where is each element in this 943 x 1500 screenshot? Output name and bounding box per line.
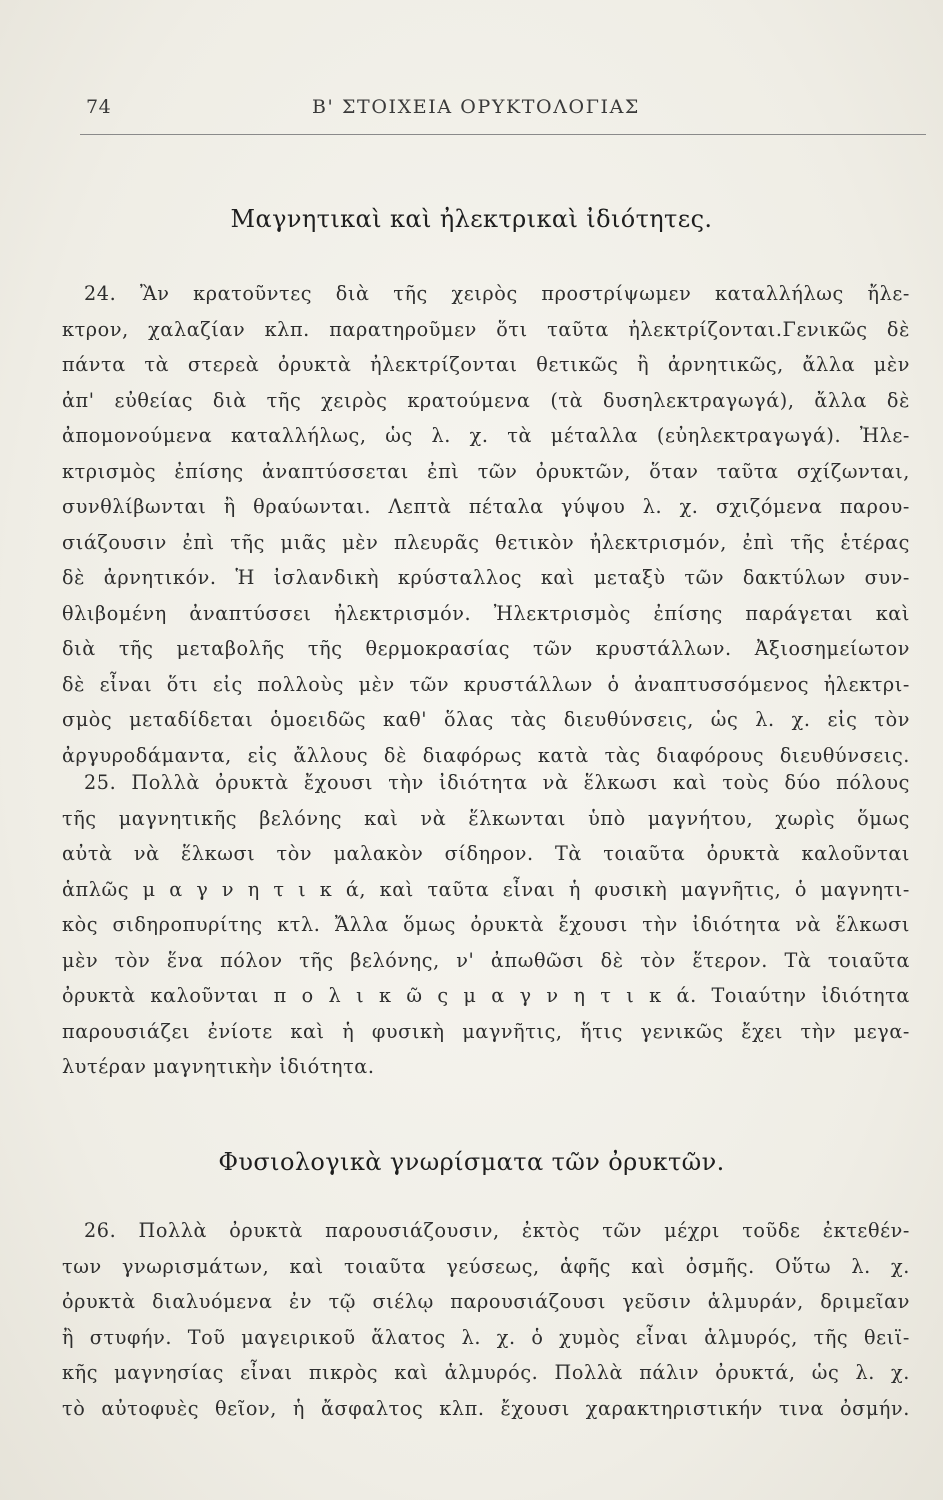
text-line: τῆς μαγνητικῆς βελόνης καὶ νὰ ἕλκωνται ὑπὸ μαγνήτου, χωρὶς ὅμως [62, 806, 910, 830]
text-line-last: λυτέραν μαγνητικὴν ἰδιότητα. [62, 1055, 375, 1078]
running-title: Β' ΣΤΟΙΧΕΙΑ ΟΡΥΚΤΟΛΟΓΙΑΣ [312, 96, 640, 118]
text-line: κτρισμὸς ἐπίσης ἀναπτύσσεται ἐπὶ τῶν ὀρυκτῶν, ὅταν ταῦτα σχίζωνται, [62, 459, 910, 483]
text-line: παρουσιάζει ἐνίοτε καὶ ἡ φυσικὴ μαγνῆτις, ἥτις γενικῶς ἔχει τὴν μεγα- [62, 1019, 910, 1043]
text-line: ἀπ' εὐθείας διὰ τῆς χειρὸς κρατούμενα (τὰ δυσηλεκτραγωγά), ἄλλα δὲ [62, 388, 910, 412]
text-line: μὲν τὸν ἕνα πόλον τῆς βελόνης, ν' ἀπωθῶσι δὲ τὸν ἕτερον. Τὰ τοιαῦτα [62, 948, 910, 972]
text-line: ἢ στυφήν. Τοῦ μαγειρικοῦ ἅλατος λ. χ. ὁ χυμὸς εἶναι ἁλμυρός, τῆς θειϊ- [62, 1325, 910, 1349]
running-head [86, 96, 806, 128]
paragraph-25 [62, 765, 910, 1085]
text-line: ἁπλῶς μ α γ ν η τ ι κ ά, καὶ ταῦτα εἶναι ἡ φυσικὴ μαγνῆτις, ὁ μαγνητι- [62, 877, 910, 901]
section-title-physiological-characteristics: Φυσιολογικὰ γνωρίσματα τῶν ὀρυκτῶν. [218, 1148, 725, 1176]
text-line: 24. Ἂν κρατοῦντες διὰ τῆς χειρὸς προστρίψωμεν καταλλήλως ἤλε- [84, 282, 910, 305]
text-line: θλιβομένη ἀναπτύσσει ἠλεκτρισμόν. Ἠλεκτρισμὸς ἐπίσης παράγεται καὶ [62, 601, 910, 625]
text-line: ἀπομονούμενα καταλλήλως, ὡς λ. χ. τὰ μέταλλα (εὐηλεκτραγωγά). Ἠλε- [62, 424, 910, 447]
text-line: σμὸς μεταδίδεται ὁμοειδῶς καθ' ὅλας τὰς διευθύνσεις, ὡς λ. χ. εἰς τὸν [62, 708, 910, 731]
page-number: 74 [86, 96, 112, 118]
text-line: διὰ τῆς μεταβολῆς τῆς θερμοκρασίας τῶν κρυστάλλων. Ἀξιοσημείωτον [62, 637, 910, 660]
text-line: κτρον, χαλαζίαν κλπ. παρατηροῦμεν ὅτι ταῦτα ἠλεκτρίζονται.Γενικῶς δὲ [62, 317, 910, 341]
text-line: 26. Πολλὰ ὀρυκτὰ παρουσιάζουσιν, ἐκτὸς τῶν μέχρι τοῦδε ἐκτεθέν- [84, 1219, 910, 1242]
paragraph-24 [62, 276, 910, 773]
text-line: σιάζουσιν ἐπὶ τῆς μιᾶς μὲν πλευρᾶς θετικὸν ἠλεκτρισμόν, ἐπὶ τῆς ἑτέρας [62, 530, 910, 554]
text-line: ὀρυκτὰ διαλυόμενα ἐν τῷ σιέλῳ παρουσιάζουσι γεῦσιν ἁλμυράν, δριμεῖαν [62, 1290, 910, 1313]
text-line: δὲ ἀρνητικόν. Ἡ ἰσλανδικὴ κρύσταλλος καὶ μεταξὺ τῶν δακτύλων συν- [62, 566, 910, 589]
text-line: κὸς σιδηροπυρίτης κτλ. Ἄλλα ὅμως ὀρυκτὰ ἔχουσι τὴν ἰδιότητα νὰ ἕλκωσι [62, 913, 910, 936]
text-line: 25. Πολλὰ ὀρυκτὰ ἔχουσι τὴν ἰδιότητα νὰ ἕλκωσι καὶ τοὺς δύο πόλους [84, 771, 910, 794]
text-line: αὐτὰ νὰ ἕλκωσι τὸν μαλακὸν σίδηρον. Τὰ τοιαῦτα ὀρυκτὰ καλοῦνται [62, 842, 910, 865]
text-line: πάντα τὰ στερεὰ ὀρυκτὰ ἠλεκτρίζονται θετικῶς ἢ ἀρνητικῶς, ἄλλα μὲν [62, 353, 910, 376]
text-line: δὲ εἶναι ὅτι εἰς πολλοὺς μὲν τῶν κρυστάλλων ὁ ἀναπτυσσόμενος ἠλεκτρι- [62, 672, 910, 696]
section-title-magnetic-electric: Μαγνητικαὶ καὶ ἠλεκτρικαὶ ἰδιότητες. [230, 205, 713, 233]
header-rule [80, 134, 926, 135]
paragraph-26 [62, 1213, 910, 1426]
text-line: ὀρυκτὰ καλοῦνται π ο λ ι κ ῶ ς μ α γ ν η τ ι κ ά. Τοιαύτην ἰδιότητα [62, 984, 910, 1007]
text-line: συνθλίβωνται ἢ θραύωνται. Λεπτὰ πέταλα γύψου λ. χ. σχιζόμενα παρου- [62, 495, 910, 518]
text-line: των γνωρισμάτων, καὶ τοιαῦτα γεύσεως, ἁφῆς καὶ ὀσμῆς. Οὕτω λ. χ. [62, 1254, 910, 1278]
text-line: ἀργυροδάμαντα, εἰς ἄλλους δὲ διαφόρως κατὰ τὰς διαφόρους διευθύνσεις. [62, 743, 910, 767]
text-line: κῆς μαγνησίας εἶναι πικρὸς καὶ ἁλμυρός. Πολλὰ πάλιν ὀρυκτά, ὡς λ. χ. [62, 1361, 910, 1384]
text-line: τὸ αὐτοφυὲς θεῖον, ἡ ἄσφαλτος κλπ. ἔχουσι χαρακτηριστικήν τινα ὀσμήν. [62, 1396, 910, 1420]
